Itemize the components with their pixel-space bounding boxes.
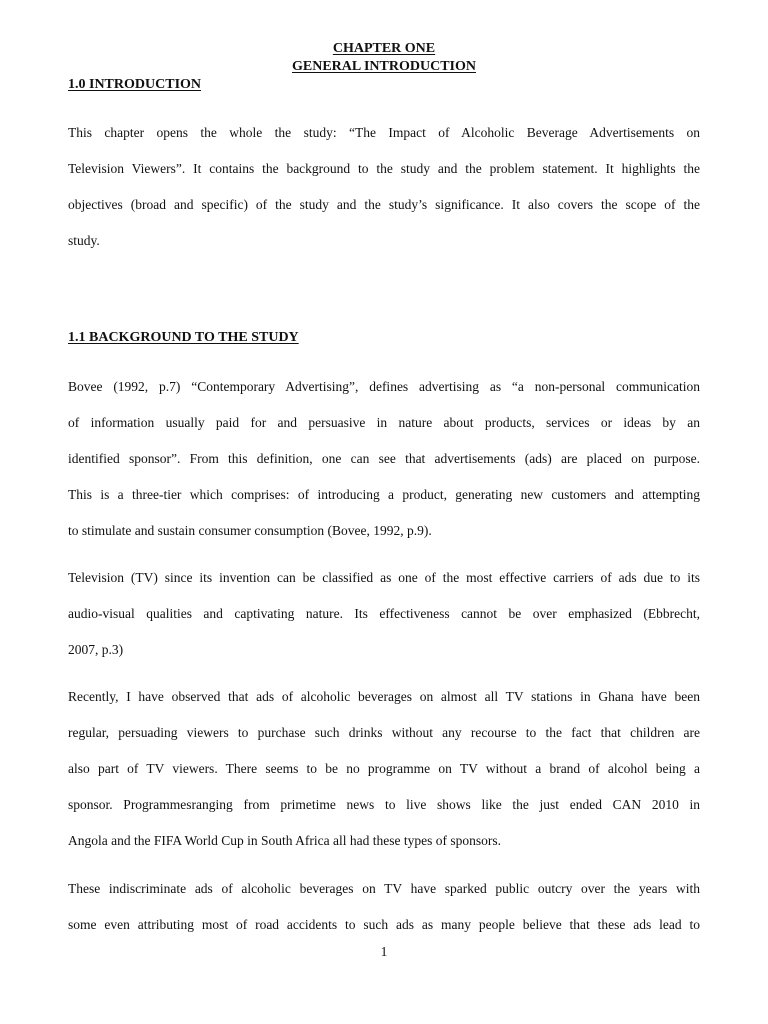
paragraph-line: regular, persuading viewers to purchase such drinks without any recourse to the fact that children are: [68, 725, 700, 740]
paragraph-line: Television (TV) since its invention can be classified as one of the most effective carriers of ads due to its: [68, 570, 700, 585]
paragraph-line: objectives (broad and specific) of the study and the study’s significance. It also covers the scope of the: [68, 197, 700, 212]
chapter-title: [0, 58, 768, 76]
paragraph-line: Bovee (1992, p.7) “Contemporary Advertising”, defines advertising as “a non-personal communication: [68, 379, 700, 394]
paragraph: [68, 369, 700, 549]
paragraph-line: This is a three-tier which comprises: of introducing a product, generating new customers and attempting: [68, 487, 700, 502]
chapter-number: [0, 40, 768, 58]
paragraph-line: also part of TV viewers. There seems to be no programme on TV without a brand of alcohol being a: [68, 761, 700, 776]
chapter-title-text: GENERAL INTRODUCTION: [292, 59, 476, 74]
paragraph-line: Television Viewers”. It contains the background to the study and the problem statement. It highlights the: [68, 161, 700, 176]
paragraph: [68, 871, 700, 943]
paragraph-line: Angola and the FIFA World Cup in South Africa all had these types of sponsors.: [68, 833, 501, 848]
paragraph: [68, 115, 700, 259]
paragraph: [68, 560, 700, 668]
paragraph-line: to stimulate and sustain consumer consumption (Bovee, 1992, p.9).: [68, 523, 432, 538]
section-heading-background: 1.1 BACKGROUND TO THE STUDY: [68, 330, 299, 345]
chapter-number-text: CHAPTER ONE: [332, 41, 436, 56]
paragraph-line: of information usually paid for and persuasive in nature about products, services or ideas by an: [68, 415, 700, 430]
paragraph-line: identified sponsor”. From this definition, one can see that advertisements (ads) are placed on purpose.: [68, 451, 700, 466]
paragraph-line: These indiscriminate ads of alcoholic beverages on TV have sparked public outcry over the years with: [68, 881, 700, 896]
page-number: 1: [380, 944, 388, 959]
paragraph-line: This chapter opens the whole the study: “The Impact of Alcoholic Beverage Advertisements on: [68, 125, 700, 140]
section-heading-introduction: 1.0 INTRODUCTION: [68, 77, 202, 92]
paragraph-line: 2007, p.3): [68, 642, 124, 657]
paragraph: [68, 679, 700, 859]
paragraph-line: Recently, I have observed that ads of alcoholic beverages on almost all TV stations in Ghana have been: [68, 689, 700, 704]
paragraph-line: sponsor. Programmesranging from primetime news to live shows like the just ended CAN 2010 in: [68, 797, 700, 812]
paragraph-line: some even attributing most of road accidents to such ads as many people believe that these ads lead to: [68, 917, 700, 932]
paragraph-line: audio-visual qualities and captivating nature. Its effectiveness cannot be over emphasized (Ebbrecht,: [68, 606, 700, 621]
paragraph-line: study.: [68, 233, 100, 248]
